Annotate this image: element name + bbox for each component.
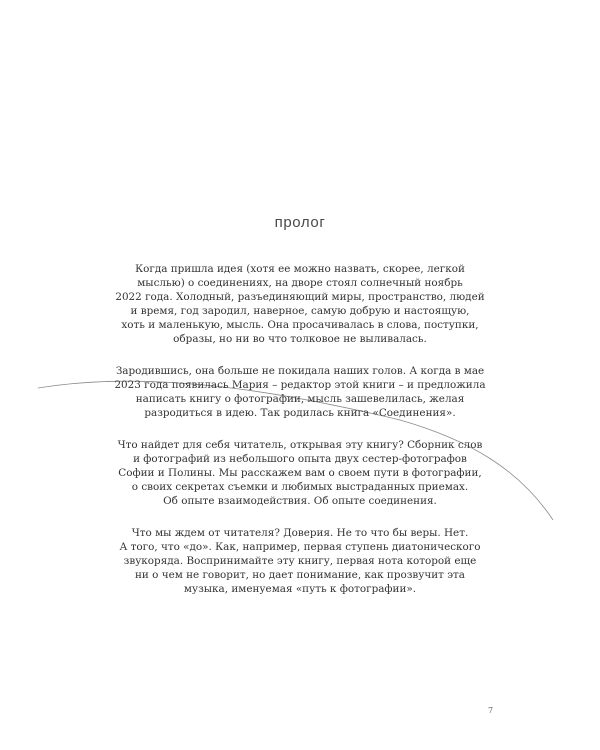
paragraph-2 bbox=[100, 364, 500, 420]
text-line: Зародившись, она больше не покидала наших голов. А когда в мае bbox=[115, 365, 485, 377]
text-line: о своих секретах съемки и любимых выстраданных приемах. bbox=[131, 481, 469, 493]
text-line: Софии и Полины. Мы расскажем вам о своем пути в фотографии, bbox=[118, 467, 482, 479]
text-line: Когда пришла идея (хотя ее можно назвать, скорее, легкой bbox=[135, 263, 465, 275]
text-line: 2022 года. Холодный, разъединяющий миры, пространство, людей bbox=[115, 291, 485, 303]
text-line: и фотографий из небольшого опыта двух сестер-фотографов bbox=[133, 453, 467, 465]
text-line: написать книгу о фотографии, мысль зашевелилась, желая bbox=[135, 393, 465, 405]
text-line: звукоряда. Воспринимайте эту книгу, первая нота которой еще bbox=[123, 555, 477, 567]
text-line: разродиться в идею. Так родилась книга «Соединения». bbox=[144, 407, 456, 419]
prologue-text bbox=[100, 262, 500, 614]
paragraph-3 bbox=[100, 438, 500, 508]
paragraph-1 bbox=[100, 262, 500, 346]
text-line: мыслью) о соединениях, на дворе стоял солнечный ноябрь bbox=[137, 277, 463, 289]
paragraph-4 bbox=[100, 526, 500, 596]
text-line: Об опыте взаимодействия. Об опыте соединения. bbox=[163, 495, 437, 507]
text-line: Что найдет для себя читатель, открывая эту книгу? Сборник слов bbox=[117, 439, 483, 451]
text-line: А того, что «до». Как, например, первая ступень диатонического bbox=[119, 541, 481, 553]
chapter-title: пролог bbox=[274, 214, 326, 231]
text-line: ни о чем не говорит, но дает понимание, как прозвучит эта bbox=[135, 569, 465, 581]
text-line: музыка, именуемая «путь к фотографии». bbox=[183, 583, 417, 595]
text-line: хоть и маленькую, мысль. Она просачивалась в слова, поступки, bbox=[121, 319, 479, 331]
text-line: образы, но ни во что толковое не выливалась. bbox=[173, 333, 427, 345]
page-number: 7 bbox=[488, 706, 494, 715]
text-line: Что мы ждем от читателя? Доверия. Не то что бы веры. Нет. bbox=[131, 527, 469, 539]
text-line: 2023 года появилась Мария – редактор этой книги – и предложила bbox=[114, 379, 486, 391]
text-line: и время, год зародил, наверное, самую добрую и настоящую, bbox=[130, 305, 470, 317]
